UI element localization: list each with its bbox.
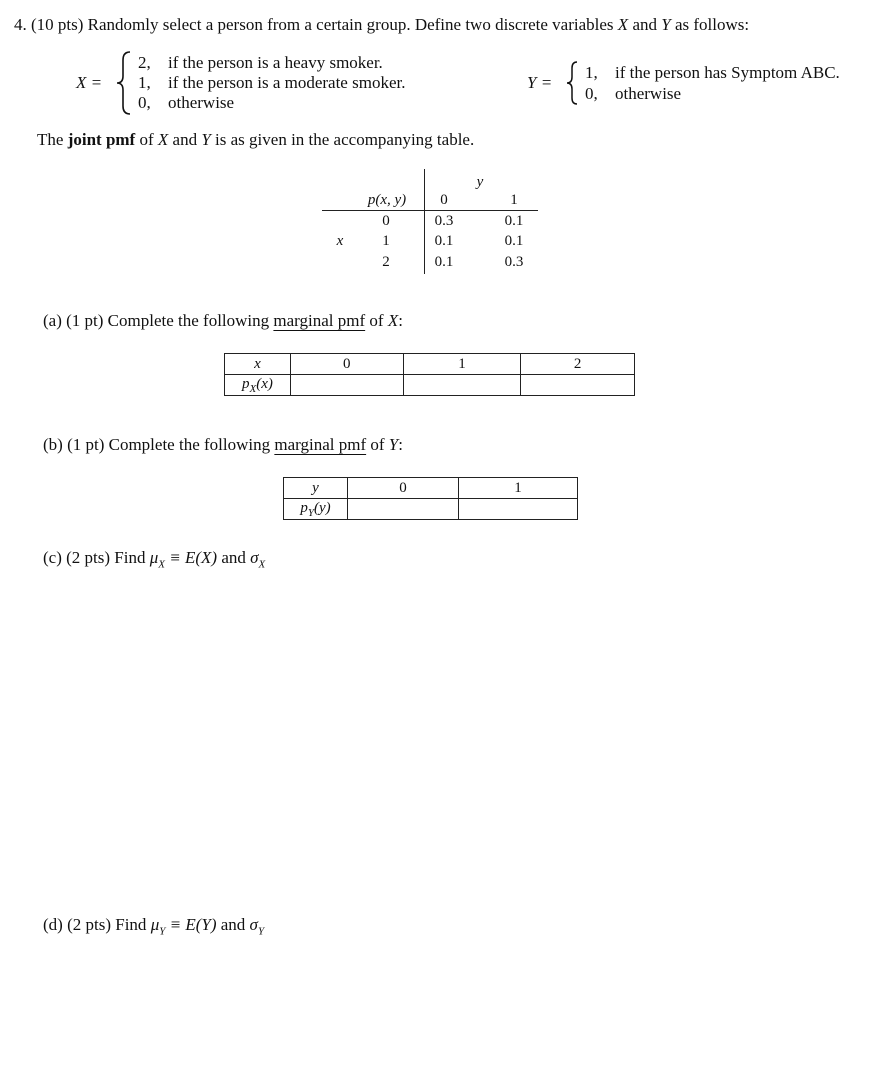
py-p: p [300, 499, 308, 516]
joint-cell-0-1: 0.1 [504, 213, 524, 229]
marginal-x-blank-1[interactable] [403, 375, 521, 396]
y-case-desc-1: otherwise [615, 84, 682, 103]
part-c-sigma: σ [250, 548, 259, 567]
joint-mid: of [139, 130, 154, 149]
x-case-desc-1: if the person is a moderate smoker. [168, 73, 406, 92]
py-sub: Y [307, 506, 314, 519]
joint-cell-0-0: 0.3 [434, 213, 454, 229]
marginal-x-value-0: 0 [290, 354, 403, 375]
part-c-prompt [43, 548, 265, 571]
joint-y-label: y [476, 174, 484, 190]
joint-cell-1-1: 0.1 [504, 233, 524, 249]
joint-row-x-0: 0 [382, 213, 390, 229]
x-case-desc-2: otherwise [168, 93, 235, 112]
y-case-value-1: 0, [585, 84, 598, 103]
question-points: (10 pts) [31, 15, 84, 34]
px-sub: X [249, 382, 257, 395]
part-c-label: (c) [43, 548, 62, 567]
joint-pmf-sentence [37, 130, 474, 150]
part-c-text: Find [114, 548, 146, 567]
joint-x: X [157, 130, 169, 149]
x-case-value-1: 1, [138, 73, 151, 92]
px-p: p [242, 375, 250, 392]
joint-bold: joint pmf [67, 130, 136, 149]
part-d-and: and [220, 915, 246, 934]
part-b-var: Y [388, 435, 399, 454]
part-a-of: of [369, 311, 384, 330]
joint-and: and [172, 130, 198, 149]
marginal-y-header-label: y [284, 478, 348, 499]
part-a-label: (a) [43, 311, 62, 330]
joint-col-header-0: 0 [440, 192, 448, 208]
part-b-text: Complete the following [108, 435, 271, 454]
part-d-mu-sub: Y [159, 925, 166, 938]
var-y: Y [661, 15, 671, 34]
part-a-underlined: marginal pmf [273, 311, 366, 330]
and-word: and [632, 15, 657, 34]
x-case-value-0: 2, [138, 53, 151, 72]
part-c-sigma-sub: X [258, 558, 266, 571]
part-b-prompt [43, 435, 403, 455]
part-a-points: (1 pt) [66, 311, 104, 330]
x-case-desc-0: if the person is a heavy smoker. [168, 53, 383, 72]
question-number: 4. [14, 15, 27, 34]
part-b-of: of [370, 435, 385, 454]
x-case-value-2: 0, [138, 93, 151, 112]
part-c-and: and [221, 548, 246, 567]
marginal-y-value-1: 1 [459, 478, 578, 499]
y-case-desc-0: if the person has Symptom ABC. [615, 63, 840, 82]
left-brace-icon [564, 60, 580, 106]
marginal-x-value-1: 1 [403, 354, 521, 375]
part-d-label: (d) [43, 915, 63, 934]
part-a-var: X [387, 311, 399, 330]
marginal-x-value-2: 2 [521, 354, 635, 375]
part-c-equiv: ≡ E(X) [169, 548, 218, 567]
joint-vertical-rule [424, 169, 425, 274]
part-c-points: (2 pts) [66, 548, 111, 567]
intro-end: as follows: [674, 15, 750, 34]
part-d-equiv: ≡ E(Y) [169, 915, 217, 934]
part-d-sigma-sub: Y [257, 925, 265, 938]
joint-cell-2-1: 0.3 [504, 254, 524, 270]
y-def-label: Y = [527, 73, 553, 92]
marginal-y-value-0: 0 [348, 478, 459, 499]
marginal-x-blank-0[interactable] [290, 375, 403, 396]
left-brace-icon [114, 50, 134, 116]
part-a-colon: : [398, 311, 403, 330]
marginal-x-header-label: x [225, 354, 291, 375]
joint-post: is as given in the accompanying table. [215, 130, 475, 149]
joint-col-header-1: 1 [510, 192, 518, 208]
joint-row-x-1: 1 [382, 233, 390, 249]
part-d-points: (2 pts) [67, 915, 111, 934]
marginal-y-table [283, 477, 578, 520]
joint-cell-2-0: 0.1 [434, 254, 454, 270]
marginal-x-row-label [225, 375, 291, 396]
part-b-points: (1 pt) [67, 435, 105, 454]
marginal-x-table [224, 353, 635, 396]
part-b-label: (b) [43, 435, 63, 454]
joint-x-label: x [336, 233, 344, 249]
question-intro: Randomly select a person from a certain group. Define two discrete variables [87, 15, 614, 34]
question-header [14, 15, 749, 35]
marginal-y-blank-0[interactable] [348, 499, 459, 520]
joint-y: Y [201, 130, 211, 149]
joint-pre: The [37, 130, 64, 149]
py-arg: (y) [313, 499, 331, 516]
part-c-mu-sub: X [158, 558, 166, 571]
marginal-y-blank-1[interactable] [459, 499, 578, 520]
px-arg: (x) [256, 375, 273, 392]
part-d-prompt [43, 915, 264, 938]
joint-cell-1-0: 0.1 [434, 233, 454, 249]
part-b-colon: : [398, 435, 403, 454]
part-d-mu: μ [150, 915, 160, 934]
joint-row-x-2: 2 [382, 254, 390, 270]
var-x: X [617, 15, 629, 34]
marginal-y-row-label [284, 499, 348, 520]
part-a-text: Complete the following [107, 311, 270, 330]
part-b-underlined: marginal pmf [274, 435, 367, 454]
joint-corner-label: p(x, y) [367, 192, 407, 208]
part-a-prompt [43, 311, 403, 331]
part-d-text: Find [115, 915, 147, 934]
marginal-x-blank-2[interactable] [521, 375, 635, 396]
part-c-mu: μ [149, 548, 159, 567]
x-def-label: X = [76, 73, 103, 92]
part-d-sigma: σ [249, 915, 258, 934]
y-case-value-0: 1, [585, 63, 598, 82]
